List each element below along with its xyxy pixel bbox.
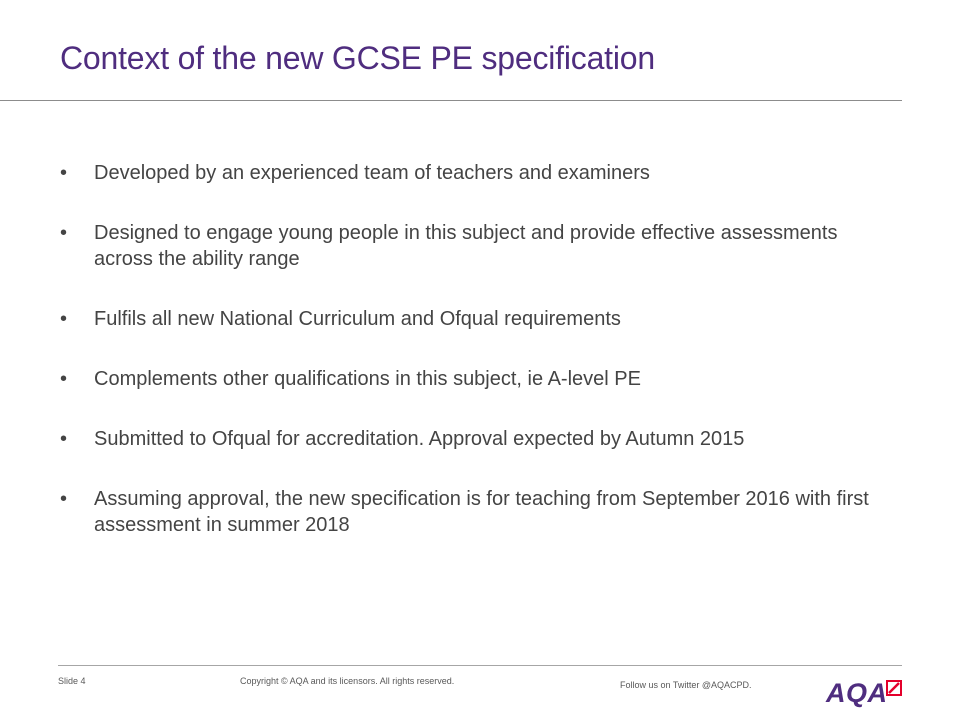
bullet-text: Developed by an experienced team of teachers and examiners (94, 162, 650, 184)
bullet-item (58, 486, 898, 538)
aqa-logo (826, 678, 904, 708)
bullet-item (58, 160, 898, 186)
slide-number: Slide 4 (58, 676, 86, 686)
bullet-icon: • (60, 308, 68, 330)
bullet-icon: • (60, 162, 68, 184)
title-divider (0, 100, 902, 101)
bullet-item (58, 366, 898, 392)
bullet-icon: • (60, 428, 68, 450)
aqa-logo-text: AQA (826, 678, 888, 708)
bullet-icon: • (60, 368, 68, 390)
bullet-list (58, 160, 898, 572)
bullet-item (58, 220, 898, 272)
bullet-item (58, 426, 898, 452)
bullet-text: Fulfils all new National Curriculum and Ofqual requirements (94, 308, 621, 330)
footer-divider (58, 665, 902, 666)
bullet-text: Designed to engage young people in this subject and provide effective assessments across the ability range (94, 222, 838, 270)
bullet-text: Submitted to Ofqual for accreditation. Approval expected by Autumn 2015 (94, 428, 745, 450)
bullet-icon: • (60, 488, 68, 510)
aqa-swoosh-icon (886, 680, 902, 696)
bullet-text: Assuming approval, the new specification is for teaching from September 2016 with first assessment in summer 2018 (94, 488, 869, 536)
bullet-icon: • (60, 222, 68, 244)
bullet-text: Complements other qualifications in this subject, ie A-level PE (94, 368, 641, 390)
copyright-notice: Copyright © AQA and its licensors. All rights reserved. (240, 676, 455, 686)
bullet-item (58, 306, 898, 332)
twitter-follow-text: Follow us on Twitter @AQACPD. (620, 680, 752, 690)
slide-title: Context of the new GCSE PE specification (60, 40, 655, 76)
